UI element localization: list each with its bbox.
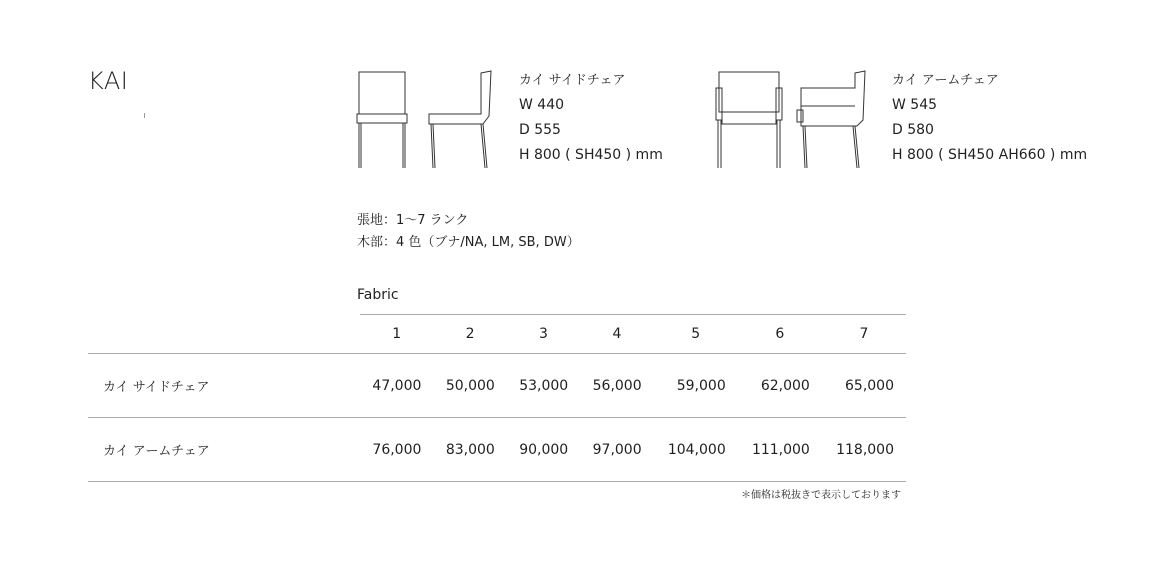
rank-header: 5: [654, 315, 738, 354]
depth-spec: D 580: [892, 122, 934, 138]
price-cell: 90,000: [507, 418, 580, 482]
width-spec: W 440: [519, 97, 565, 113]
table-row: [88, 354, 906, 418]
row-product-name: カイ アームチェア: [88, 418, 360, 482]
header-blank-cell: [88, 315, 360, 354]
price-cell: 83,000: [433, 418, 506, 482]
price-table: [88, 314, 906, 482]
price-cell: 53,000: [507, 354, 580, 418]
height-spec: H 800 ( SH450 AH660 ) mm: [892, 147, 1088, 163]
fabric-section-label: Fabric: [357, 287, 399, 303]
rank-header: 4: [580, 315, 653, 354]
side-chair-front-drawing: [355, 70, 411, 170]
price-cell: 59,000: [654, 354, 738, 418]
price-cell: 118,000: [822, 418, 906, 482]
price-cell: 50,000: [433, 354, 506, 418]
rank-header: 3: [507, 315, 580, 354]
rank-header: 7: [822, 315, 906, 354]
product-name: カイ アームチェア: [892, 73, 999, 88]
price-cell: 47,000: [360, 354, 433, 418]
row-product-name: カイ サイドチェア: [88, 354, 360, 418]
price-cell: 104,000: [654, 418, 738, 482]
side-chair-side-drawing: [425, 70, 497, 170]
product-name: カイ サイドチェア: [519, 73, 626, 88]
rank-header: 6: [738, 315, 822, 354]
material-notes: [357, 210, 580, 254]
fabric-note: 張地：1〜7 ランク: [357, 213, 469, 228]
price-cell: 111,000: [738, 418, 822, 482]
width-spec: W 545: [892, 97, 938, 113]
rank-header: 2: [433, 315, 506, 354]
price-cell: 62,000: [738, 354, 822, 418]
arm-chair-spec: [892, 68, 1087, 168]
depth-spec: D 555: [519, 122, 561, 138]
price-cell: 65,000: [822, 354, 906, 418]
page-title: KAI: [88, 67, 129, 95]
price-cell: 56,000: [580, 354, 653, 418]
price-cell: 97,000: [580, 418, 653, 482]
tax-footnote: ＊価格は税抜きで表示しております: [741, 490, 901, 501]
side-chair-spec: [519, 68, 663, 168]
rank-header-row: [88, 315, 906, 354]
arm-chair-front-drawing: [714, 70, 784, 170]
height-spec: H 800 ( SH450 ) mm: [519, 147, 663, 163]
table-row: [88, 418, 906, 482]
arm-chair-side-drawing: [795, 70, 870, 170]
decorative-mark: [144, 113, 145, 118]
price-cell: 76,000: [360, 418, 433, 482]
wood-note: 木部：4 色（ブナ/NA, LM, SB, DW）: [357, 235, 580, 250]
rank-header: 1: [360, 315, 433, 354]
